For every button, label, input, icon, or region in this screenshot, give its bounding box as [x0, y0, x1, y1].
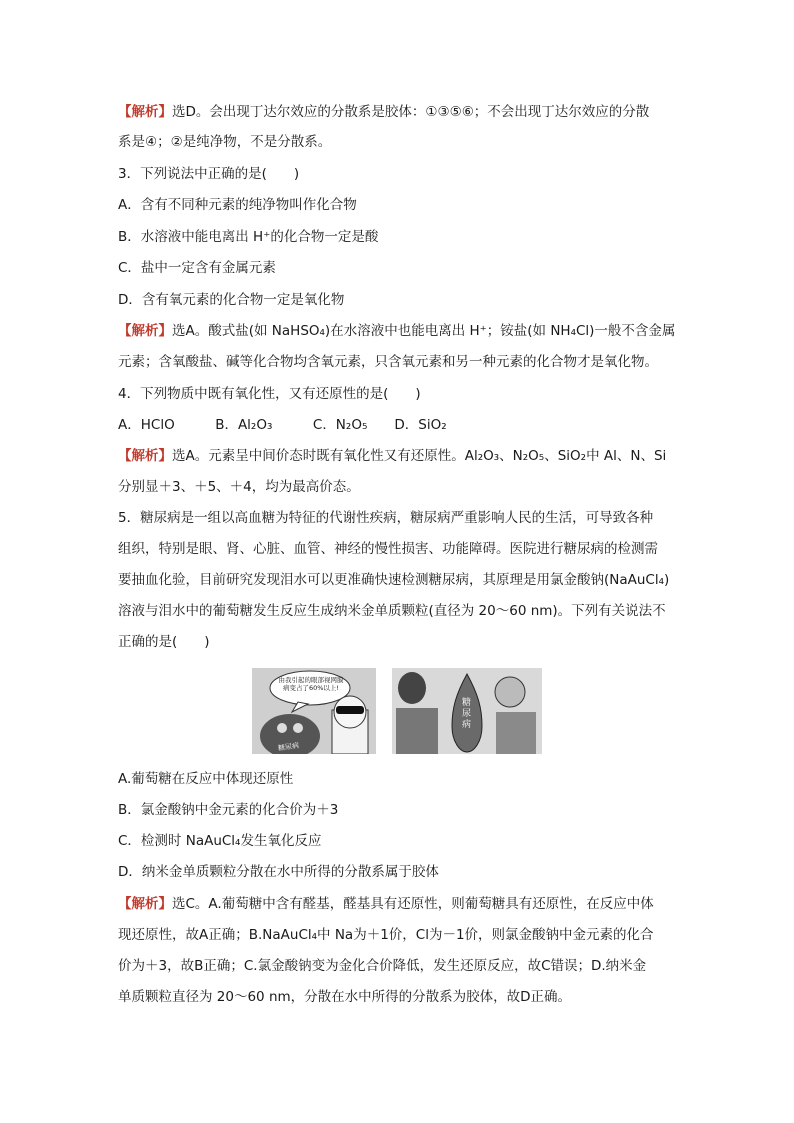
drop-label: 糖尿病: [462, 698, 472, 730]
diabetes-badge: 糖尿病: [277, 741, 300, 753]
q5-stem-line-1: 5．糖尿病是一组以高血糖为特征的代谢性疾病，糖尿病严重影响人民的生活，可导致各种: [118, 510, 654, 526]
q4-analysis-line-1: 【解析】选A。元素呈中间价态时既有氧化性又有还原性。Al₂O₃、N₂O₅、SiO₂中 Al、N、Si: [118, 448, 667, 464]
q5-option-b: B．氯金酸钠中金元素的化合价为＋3: [118, 802, 339, 818]
analysis-2-line-1: 【解析】选D。会出现丁达尔效应的分散系是胶体：①③⑤⑥；不会出现丁达尔效应的分散: [118, 104, 650, 120]
q3-analysis-line-1: 【解析】选A。酸式盐(如 NaHSO₄)在水溶液中也能电离出 H⁺；铵盐(如 NH₄Cl)一般不含金属: [118, 323, 676, 339]
q4-analysis-line-2: 分别显＋3、＋5、＋4，均为最高价态。: [118, 479, 360, 495]
q5-stem-line-5: 正确的是( ): [118, 634, 210, 650]
q3-option-d: D．含有氧元素的化合物一定是氧化物: [118, 292, 345, 308]
q4-options: A．HClO B．Al₂O₃ C．N₂O₅ D．SiO₂: [118, 417, 447, 433]
analysis-tag: 【解析】: [118, 104, 172, 120]
q5-analysis-line-4: 单质颗粒直径为 20～60 nm，分散在水中所得的分散系为胶体，故D正确。: [118, 989, 572, 1005]
illustration-diabetes-patients: [392, 668, 542, 754]
q5-analysis-line-2: 现还原性，故A正确；B.NaAuCl₄中 Na为＋1价，Cl为－1价，则氯金酸钠中金元素的化合: [118, 927, 654, 943]
q5-option-a: A.葡萄糖在反应中体现还原性: [118, 771, 294, 787]
illustration-diabetes-villain: [252, 668, 376, 754]
speech-bubble-text: 由我引起的眼部视网膜病变占了60%以上!: [278, 676, 344, 692]
q3-option-a: A．含有不同种元素的纯净物叫作化合物: [118, 197, 357, 213]
q4-stem: 4．下列物质中既有氧化性，又有还原性的是( ): [118, 386, 421, 402]
q3-option-c: C．盐中一定含有金属元素: [118, 260, 276, 276]
q3-option-b: B．水溶液中能电离出 H⁺的化合物一定是酸: [118, 229, 379, 245]
q5-stem-line-2: 组织，特别是眼、肾、心脏、血管、神经的慢性损害、功能障碍。医院进行糖尿病的检测需: [118, 541, 658, 557]
q5-analysis-line-1: 【解析】选C。A.葡萄糖中含有醛基，醛基具有还原性，则葡萄糖具有还原性，在反应中体: [118, 896, 654, 912]
analysis-tag: 【解析】: [118, 448, 172, 464]
q5-stem-line-4: 溶液与泪水中的葡萄糖发生反应生成纳米金单质颗粒(直径为 20～60 nm)。下列有关说法不: [118, 603, 666, 619]
q3-analysis-line-2: 元素；含氧酸盐、碱等化合物均含氧元素，只含氧元素和另一种元素的化合物才是氧化物。: [118, 354, 658, 370]
analysis-tag: 【解析】: [118, 323, 172, 339]
analysis-2-line-2: 系是④；②是纯净物，不是分散系。: [118, 134, 332, 150]
analysis-tag: 【解析】: [118, 896, 172, 912]
q5-option-c: C．检测时 NaAuCl₄发生氧化反应: [118, 833, 322, 849]
q3-stem: 3．下列说法中正确的是( ): [118, 166, 300, 182]
q5-analysis-line-3: 价为＋3，故B正确；C.氯金酸钠变为金化合价降低，发生还原反应，故C错误；D.纳米金: [118, 958, 647, 974]
q5-option-d: D．纳米金单质颗粒分散在水中所得的分散系属于胶体: [118, 864, 439, 880]
q5-stem-line-3: 要抽血化验，目前研究发现泪水可以更准确快速检测糖尿病，其原理是用氯金酸钠(NaAuCl₄): [118, 572, 670, 588]
